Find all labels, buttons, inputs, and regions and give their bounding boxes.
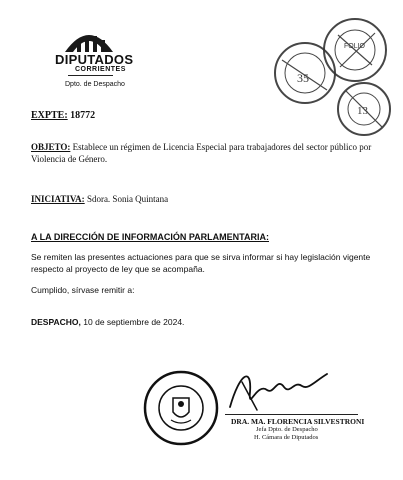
- signature-institution: H. Cámara de Diputados: [254, 434, 319, 441]
- expediente-label: EXPTE:: [31, 110, 68, 121]
- objeto-block: [31, 141, 381, 165]
- despacho-label: DESPACHO,: [31, 317, 81, 327]
- logo-subtitle: CORRIENTES: [75, 66, 126, 73]
- handwritten-signature: [222, 362, 332, 417]
- arch-logo-icon: [63, 24, 115, 54]
- objeto-text-line2: Violencia de Género.: [31, 154, 108, 164]
- signature-line: [225, 414, 358, 415]
- objeto-text-line1: Establece un régimen de Licencia Especial para trabajadores del sector público por: [72, 142, 372, 152]
- folio-stamp-bottom: [335, 80, 393, 138]
- body-line3: Cumplido, sírvase remitir a:: [31, 285, 135, 295]
- expediente-number: 18772: [70, 110, 96, 121]
- folio-stamp-top: [320, 15, 390, 85]
- body-line1: Se remiten las presentes actuaciones para que se sirva informar si hay legislación vigente: [31, 252, 371, 262]
- signature-role: Jefa Dpto. de Despacho: [256, 426, 318, 433]
- objeto-label: OBJETO:: [31, 142, 71, 152]
- official-seal: [143, 370, 219, 446]
- department-label: Dpto. de Despacho: [65, 81, 125, 88]
- iniciativa-label: INICIATIVA:: [31, 194, 85, 204]
- expediente-line: [31, 110, 95, 121]
- folio-bottom-number: 13: [357, 105, 368, 117]
- direccion-heading: A LA DIRECCIÓN DE INFORMACIÓN PARLAMENTARIA:: [31, 232, 269, 242]
- iniciativa-line: [31, 193, 168, 205]
- body-line2: respecto al proyecto de ley que se acompaña.: [31, 264, 205, 274]
- despacho-line: [31, 317, 184, 327]
- folio-label: FOLIO: [344, 43, 366, 50]
- despacho-date: 10 de septiembre de 2024.: [83, 317, 185, 327]
- body-text: [31, 251, 391, 296]
- logo-divider: [68, 75, 113, 76]
- folio-top-number: 35: [297, 71, 309, 85]
- signature-name: DRA. MA. FLORENCIA SILVESTRONI: [231, 417, 365, 426]
- logo-title: DIPUTADOS: [55, 52, 134, 67]
- iniciativa-text: Sdora. Sonia Quintana: [86, 194, 169, 204]
